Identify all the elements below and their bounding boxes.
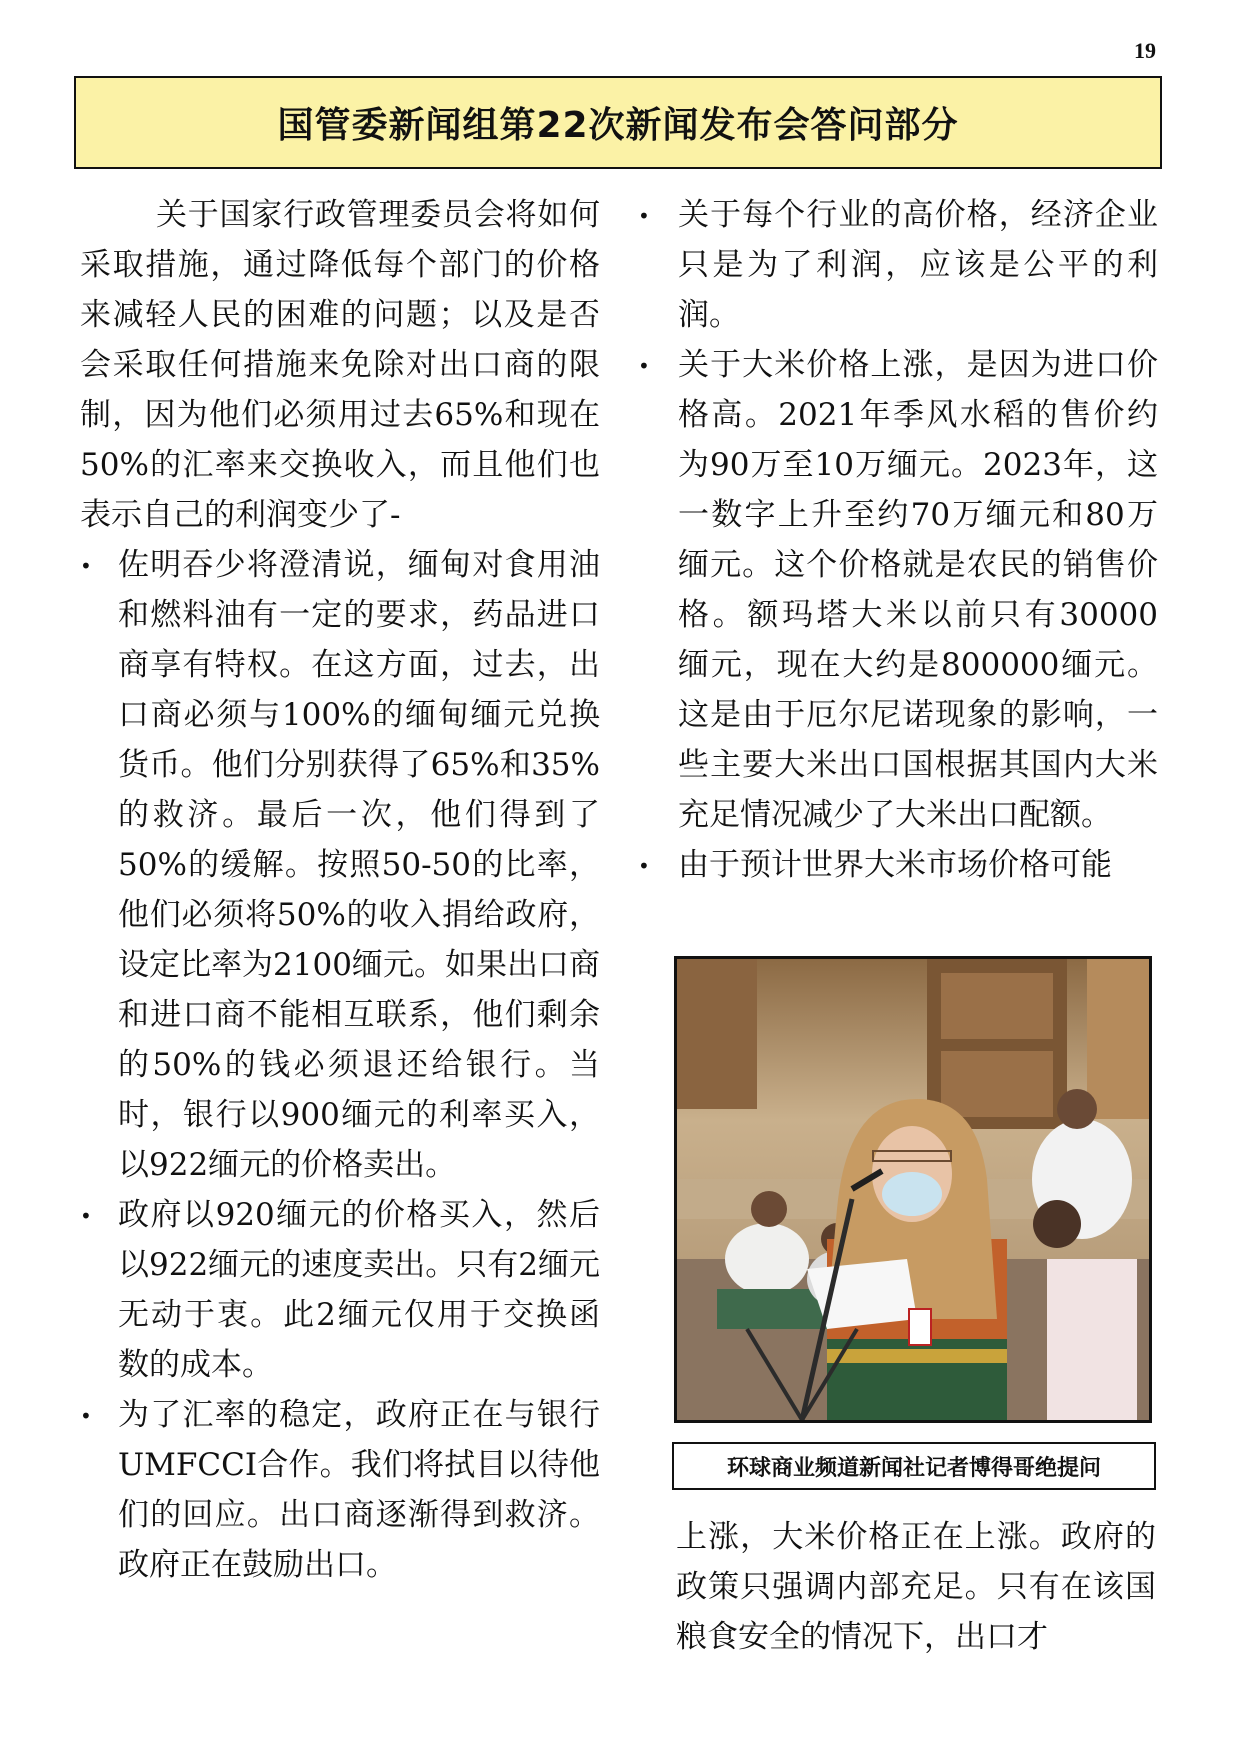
list-item-text: 为了汇率的稳定，政府正在与银行UMFCCI合作。我们将拭目以待他们的回应。出口商逐渐得到救济。政府正在鼓励出口。 — [118, 1397, 600, 1583]
page-title: 国管委新闻组第22次新闻发布会答问部分 — [277, 105, 959, 146]
bullet-icon: • — [80, 554, 92, 578]
list-item — [638, 340, 1158, 840]
list-item — [638, 190, 1158, 340]
list-item — [80, 540, 600, 1190]
left-bullet-list — [80, 540, 600, 1590]
press-photo — [674, 956, 1152, 1423]
list-item — [80, 1190, 600, 1390]
bullet-icon: • — [638, 204, 650, 228]
page-number: 19 — [1134, 38, 1156, 63]
photo-caption-box — [672, 1442, 1156, 1490]
photo-caption: 环球商业频道新闻社记者博得哥绝提问 — [726, 1455, 1101, 1481]
list-item — [80, 1390, 600, 1590]
right-column-continuation — [676, 1512, 1156, 1662]
intro-paragraph: 关于国家行政管理委员会将如何采取措施，通过降低每个部门的价格来减轻人民的困难的问题；以及是否会采取任何措施来免除对出口商的限制，因为他们必须用过去65%和现在50%的汇率来交换收入，而且他们也表示自己的利润变少了- — [80, 197, 600, 533]
continuation-paragraph: 上涨，大米价格正在上涨。政府的政策只强调内部充足。只有在该国粮食安全的情况下，出口才 — [676, 1519, 1156, 1655]
bullet-icon: • — [638, 354, 650, 378]
bullet-icon: • — [80, 1404, 92, 1428]
list-item-text: 政府以920缅元的价格买入，然后以922缅元的速度卖出。只有2缅元无动于衷。此2缅元仅用于交换函数的成本。 — [118, 1197, 600, 1383]
list-item-text: 关于大米价格上涨，是因为进口价格高。2021年季风水稻的售价约为90万至10万缅元。2023年，这一数字上升至约70万缅元和80万缅元。这个价格就是农民的销售价格。额玛塔大米以前只有30000 缅元，现在大约是800000缅元。这是由于厄尔尼诺现象的影响，一些主要大米出口国根据其国内大米充足情况减少了大米出口配额。 — [678, 347, 1158, 833]
list-item-text: 关于每个行业的高价格，经济企业只是为了利润，应该是公平的利润。 — [678, 197, 1158, 333]
photo-illustration — [677, 959, 1149, 1420]
list-item-text: 由于预计世界大米市场价格可能 — [678, 847, 1112, 883]
bullet-icon: • — [638, 854, 650, 878]
right-column — [638, 190, 1158, 890]
title-box — [74, 76, 1162, 169]
list-item-text: 佐明吞少将澄清说，缅甸对食用油和燃料油有一定的要求，药品进口商享有特权。在这方面，过去，出口商必须与100%的缅甸缅元兑换货币。他们分别获得了65%和35%的救济。最后一次，他们得到了50%的缓解。按照50-50的比率，他们必须将50%的收入捐给政府，设定比率为2100缅元。如果出口商和进口商不能相互联系，他们剩余的50%的钱必须退还给银行。当时，银行以900缅元的利率买入，以922缅元的价格卖出。 — [118, 547, 600, 1183]
left-column — [80, 190, 600, 1590]
right-bullet-list — [638, 190, 1158, 890]
bullet-icon: • — [80, 1204, 92, 1228]
list-item — [638, 840, 1158, 890]
